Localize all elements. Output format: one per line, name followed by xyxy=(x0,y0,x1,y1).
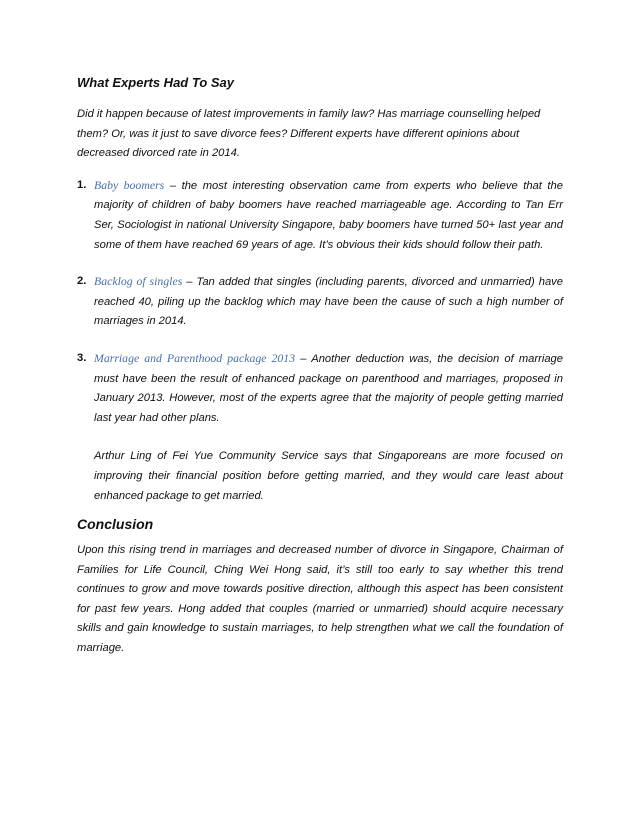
term-baby-boomers: Baby boomers xyxy=(94,177,165,192)
document-content xyxy=(77,74,563,659)
list-item-3-extra-paragraph: Arthur Ling of Fei Yue Community Service says that Singaporeans are more focused on improving their financial position before getting married, and they would care least about enhanced package to get married. xyxy=(94,450,563,502)
list-item-body-2 xyxy=(94,272,563,332)
list-item-3 xyxy=(77,349,563,506)
list-item-text-1: – the most interesting observation came from experts who believe that the majority of children of baby boomers have reached marriageable age. According to Tan Err Ser, Sociologist in national University Singapore, baby boomers have turned 50+ last year and some of them have reached 69 years of age. It’s obvious their kids should follow their path. xyxy=(94,179,563,251)
list-number-3: 3. xyxy=(77,351,87,364)
term-backlog-of-singles: Backlog of singles xyxy=(94,274,183,289)
section-heading-conclusion: Conclusion xyxy=(77,516,154,533)
term-marriage-parenthood-package: Marriage and Parenthood package 2013 xyxy=(94,350,296,365)
list-item-text-2: – Tan added that singles (including parents, divorced and unmarried) have reached 40, piling up the backlog which may have been the cause of such a high number of marriages in 2014. xyxy=(94,276,564,328)
list-item-1 xyxy=(77,176,563,255)
conclusion-paragraph: Upon this rising trend in marriages and decreased number of divorce in Singapore, Chairman of Families for Life Council, Ching Wei Hong said, it’s still too early to say whether this trend continues to grow and move towards positive direction, although this aspect has been consistent for past few years. Hong added that couples (married or unmarried) should acquire necessary skills and gain knowledge to sustain marriages, to help strengthen what we call the foundation of marriage. xyxy=(77,544,563,655)
list-item-body-3 xyxy=(94,349,563,506)
intro-paragraph: Did it happen because of latest improvements in family law? Has marriage counselling helped them? Or, was it just to save divorce fees? Different experts have different opinions about decreased divorced rate in 2014. xyxy=(77,108,541,160)
section-heading-experts: What Experts Had To Say xyxy=(77,75,234,90)
list-number-2: 2. xyxy=(77,275,87,288)
list-item-body-1 xyxy=(94,176,563,255)
list-item-text-3: – Another deduction was, the decision of marriage must have been the result of enhanced package on parenthood and marriages, proposed in January 2013. However, most of the experts agree that the majority of people getting married last year had other plans. xyxy=(94,352,563,424)
list-item-2 xyxy=(77,272,563,332)
list-number-1: 1. xyxy=(77,178,87,191)
